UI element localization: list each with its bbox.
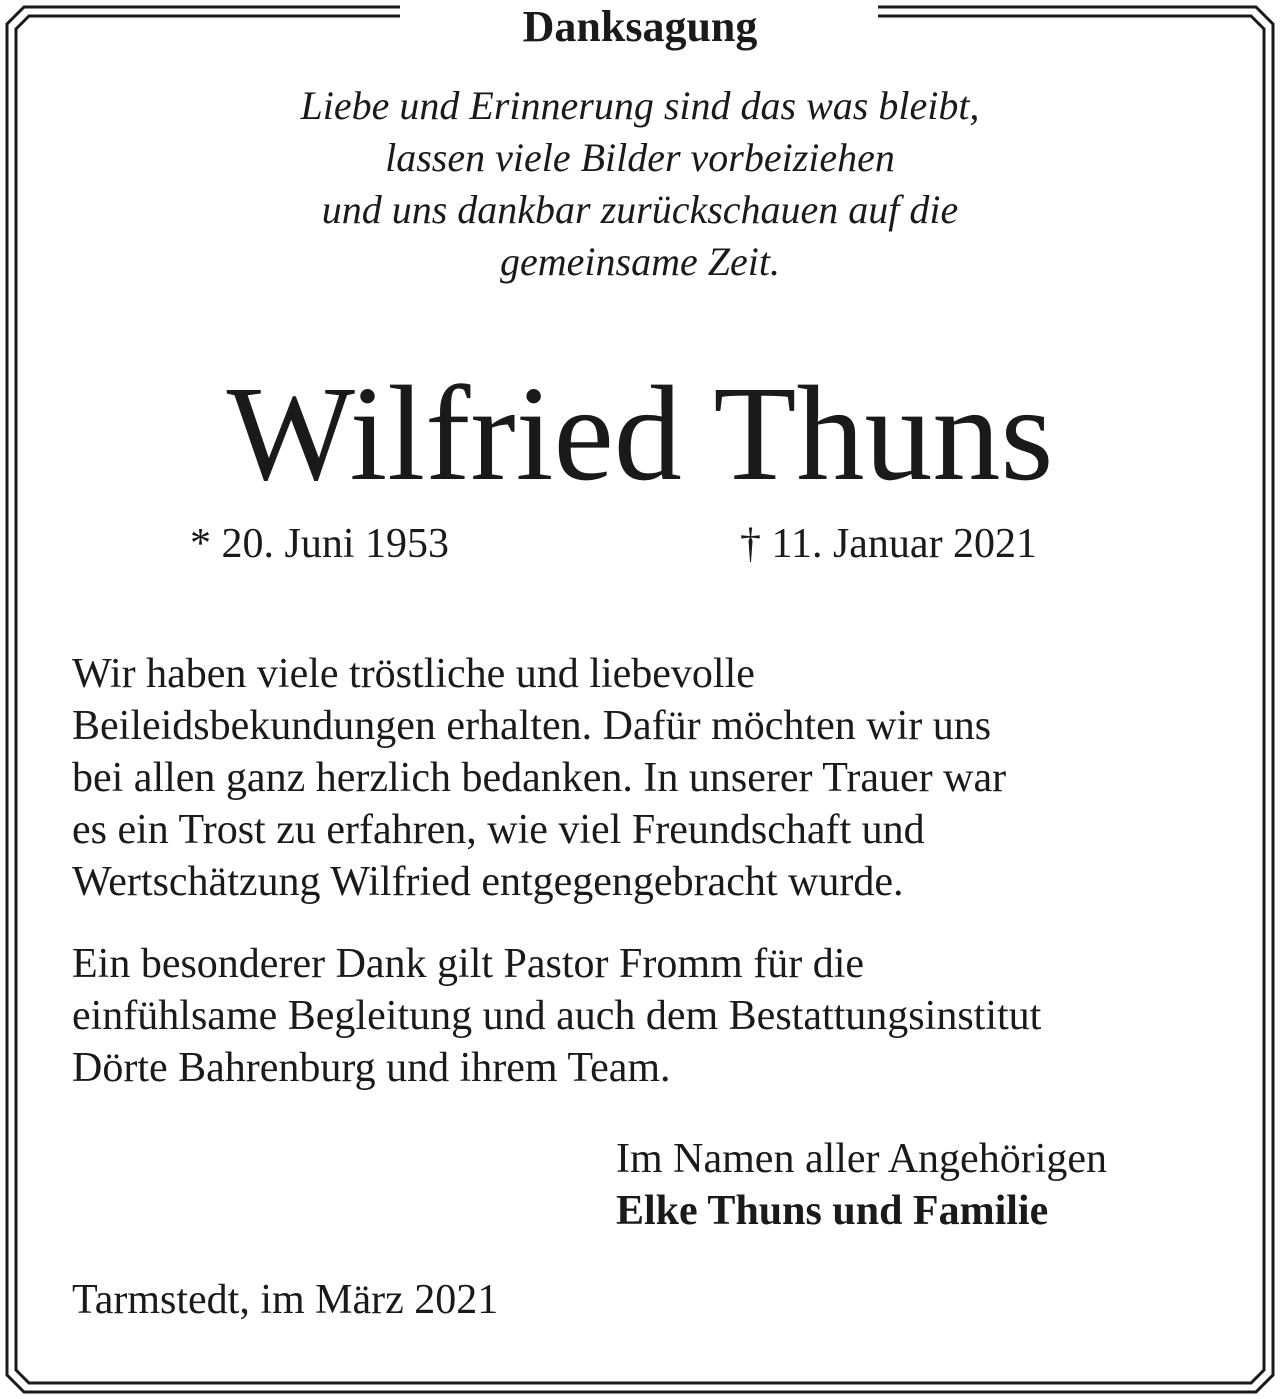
paragraph-line: es ein Trost zu erfahren, wie viel Freundschaft und (72, 807, 925, 853)
motto-line: gemeinsame Zeit. (500, 239, 780, 284)
birth-date: * 20. Juni 1953 (190, 521, 450, 567)
thanks-paragraph-1 (72, 648, 1232, 908)
signoff (616, 1133, 1107, 1237)
motto-line: Liebe und Erinnerung sind das was bleibt, (300, 83, 980, 128)
place-date: Tarmstedt, im März 2021 (72, 1277, 499, 1323)
paragraph-line: Beileidsbekundungen erhalten. Dafür möchten wir uns (72, 703, 992, 749)
paragraph-line: Wir haben viele tröstliche und liebevolle (72, 651, 755, 697)
paragraph-line: Ein besonderer Dank gilt Pastor Fromm für die (72, 941, 865, 987)
deceased-name: Wilfried Thuns (226, 359, 1054, 509)
death-date: † 11. Januar 2021 (740, 521, 1038, 567)
notice-title: Danksagung (405, 0, 875, 54)
paragraph-line: einfühlsame Begleitung und auch dem Bestattungsinstitut (72, 993, 1042, 1039)
motto-verse (140, 80, 1140, 288)
signoff-line: Im Namen aller Angehörigen (616, 1136, 1107, 1182)
paragraph-line: bei allen ganz herzlich bedanken. In unserer Trauer war (72, 755, 1007, 801)
motto-line: lassen viele Bilder vorbeiziehen (385, 135, 895, 180)
motto-line: und uns dankbar zurückschauen auf die (321, 187, 959, 232)
paragraph-line: Wertschätzung Wilfried entgegengebracht wurde. (72, 859, 904, 905)
thanks-paragraph-2 (72, 938, 1232, 1094)
signoff-family: Elke Thuns und Familie (616, 1188, 1049, 1234)
paragraph-line: Dörte Bahrenburg und ihrem Team. (72, 1045, 671, 1091)
